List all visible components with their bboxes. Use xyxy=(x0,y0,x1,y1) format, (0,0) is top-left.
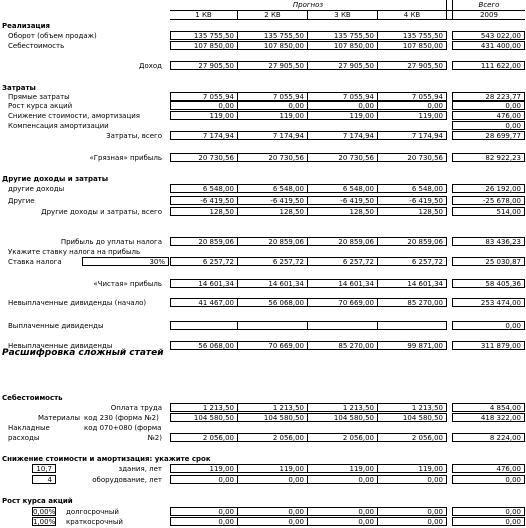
buildings-q2-cell[interactable]: 119,00 xyxy=(237,464,308,473)
cost-q2-cell[interactable]: 107 850,00 xyxy=(237,41,308,50)
label-tax: Ставка налога xyxy=(8,258,62,266)
label-labor: Оплата труда xyxy=(110,404,162,412)
comp-total-cell[interactable]: 0,00 xyxy=(452,121,525,130)
dirty-q4-cell[interactable]: 20 730,56 xyxy=(377,153,447,162)
short-q2-cell[interactable]: 0,00 xyxy=(237,517,308,526)
section-realization: Реализация xyxy=(2,22,51,30)
label-comp: Компенсация амортизации xyxy=(8,122,109,130)
buildings-q4-cell[interactable]: 119,00 xyxy=(377,464,447,473)
section-depr: Снижение стоимости и амортизация: укажите срок xyxy=(2,455,211,463)
amort-q3-cell[interactable]: 119,00 xyxy=(307,111,378,120)
shares-q2-cell[interactable]: 0,00 xyxy=(237,101,308,110)
buildings-years-input[interactable]: 10,7 xyxy=(32,464,56,473)
other_inc-q1-cell[interactable]: 6 548,00 xyxy=(170,184,238,193)
cost-total-cell[interactable]: 431 400,00 xyxy=(452,41,525,50)
label-overhead-d: №2) xyxy=(147,434,162,442)
section-cost-price: Себестоимость xyxy=(2,394,63,402)
cost-q4-cell[interactable]: 107 850,00 xyxy=(377,41,447,50)
clean-total-cell[interactable]: 58 405,36 xyxy=(452,279,525,288)
div_end-q2-cell[interactable]: 70 669,00 xyxy=(237,341,308,350)
overhead-q2-cell[interactable]: 2 056,00 xyxy=(237,433,308,442)
buildings-q1-cell[interactable]: 119,00 xyxy=(170,464,238,473)
clean-q2-cell[interactable]: 14 601,34 xyxy=(237,279,308,288)
other_inc-q2-cell[interactable]: 6 548,00 xyxy=(237,184,308,193)
label-shares: Рост курса акций xyxy=(8,102,73,110)
costs_total-q2-cell[interactable]: 7 174,94 xyxy=(237,131,308,140)
label-materials-a: Материалы xyxy=(38,414,80,422)
other_total-q2-cell[interactable]: 128,50 xyxy=(237,207,308,216)
clean-q4-cell[interactable]: 14 601,34 xyxy=(377,279,447,288)
dirty-q3-cell[interactable]: 20 730,56 xyxy=(307,153,378,162)
label-clean: «Чистая» прибыль xyxy=(93,280,162,288)
other_total-q1-cell[interactable]: 128,50 xyxy=(170,207,238,216)
div_start-total-cell[interactable]: 253 474,00 xyxy=(452,298,525,307)
pretax-total-cell[interactable]: 83 436,23 xyxy=(452,237,525,246)
direct-total-cell[interactable]: 28 223,77 xyxy=(452,92,525,101)
costs_total-total-cell[interactable]: 28 699,77 xyxy=(452,131,525,140)
section-other: Другие доходы и затраты xyxy=(2,175,109,183)
label-turnover: Оборот (объем продаж) xyxy=(8,32,97,40)
turnover-total-cell[interactable]: 543 022,00 xyxy=(452,31,525,40)
pretax-q2-cell[interactable]: 20 859,06 xyxy=(237,237,308,246)
div_end-total-cell[interactable]: 311 879,00 xyxy=(452,341,525,350)
label-pretax: Прибыль до уплаты налога xyxy=(60,238,162,246)
shares-q3-cell[interactable]: 0,00 xyxy=(307,101,378,110)
costs_total-q1-cell[interactable]: 7 174,94 xyxy=(170,131,238,140)
div_end-q1-cell[interactable]: 56 068,00 xyxy=(170,341,238,350)
amort-q1-cell[interactable]: 119,00 xyxy=(170,111,238,120)
long-rate-input[interactable]: 0,00% xyxy=(33,508,56,516)
turnover-q2-cell[interactable]: 135 755,50 xyxy=(237,31,308,40)
other_total-q3-cell[interactable]: 128,50 xyxy=(307,207,378,216)
div_end-q4-cell[interactable]: 99 871,00 xyxy=(377,341,447,350)
header-year: 2009 xyxy=(480,11,498,19)
income-total-cell[interactable]: 111 622,00 xyxy=(452,61,525,70)
cost-q3-cell[interactable]: 107 850,00 xyxy=(307,41,378,50)
label-div-start: Невыплаченные дивиденды (начало) xyxy=(8,299,147,307)
other_exp-q1-cell[interactable]: -6 419,50 xyxy=(170,196,238,205)
materials-q2-cell[interactable]: 104 580,50 xyxy=(237,413,308,422)
labor-q1-cell[interactable]: 1 213,50 xyxy=(170,403,238,412)
label-amort: Снижение стоимости, амортизация xyxy=(8,112,140,120)
label-div-end: Невыплаченные дивиденды xyxy=(8,342,113,350)
header-q1: 1 КВ xyxy=(195,11,212,19)
labor-total-cell[interactable]: 4 854,00 xyxy=(452,403,525,412)
direct-q1-cell[interactable]: 7 055,94 xyxy=(170,92,238,101)
pretax-q1-cell[interactable]: 20 859,06 xyxy=(170,237,238,246)
turnover-q1-cell[interactable]: 135 755,50 xyxy=(170,31,238,40)
label-tax-hint: Укажите ставку налога на прибыль xyxy=(8,248,141,256)
short-q3-cell[interactable]: 0,00 xyxy=(307,517,378,526)
header-q3: 3 КВ xyxy=(334,11,351,19)
turnover-q3-cell[interactable]: 135 755,50 xyxy=(307,31,378,40)
dirty-q2-cell[interactable]: 20 730,56 xyxy=(237,153,308,162)
other_total-q4-cell[interactable]: 128,50 xyxy=(377,207,447,216)
materials-total-cell[interactable]: 418 322,00 xyxy=(452,413,525,422)
labor-q3-cell[interactable]: 1 213,50 xyxy=(307,403,378,412)
header-total: Всего xyxy=(478,1,500,9)
div_start-q4-cell[interactable]: 85 270,00 xyxy=(377,298,447,307)
short-total-cell[interactable]: 0,00 xyxy=(452,517,525,526)
div_paid-q2-cell[interactable] xyxy=(237,321,308,330)
long-total-cell[interactable]: 0,00 xyxy=(452,507,525,516)
label-equipment: оборудование, лет xyxy=(92,476,162,484)
amort-total-cell[interactable]: 476,00 xyxy=(452,111,525,120)
pretax-q4-cell[interactable]: 20 859,06 xyxy=(377,237,447,246)
equipment-q3-cell[interactable]: 0,00 xyxy=(307,475,378,484)
label-costs-total: Затраты, всего xyxy=(106,132,162,140)
div_end-q3-cell[interactable]: 85 270,00 xyxy=(307,341,378,350)
div_start-q1-cell[interactable]: 41 467,00 xyxy=(170,298,238,307)
tax-q4-cell[interactable]: 6 257,72 xyxy=(377,257,447,266)
short-rate-input[interactable]: 1,00% xyxy=(33,518,56,526)
tax-q2-cell[interactable]: 6 257,72 xyxy=(237,257,308,266)
other_total-total-cell[interactable]: 514,00 xyxy=(452,207,525,216)
long-q1-cell[interactable]: 0,00 xyxy=(170,507,238,516)
header-forecast: Прогноз xyxy=(292,1,324,9)
short-q4-cell[interactable]: 0,00 xyxy=(377,517,447,526)
shares-q1-cell[interactable]: 0,00 xyxy=(170,101,238,110)
section-breakdown: Расшифровка сложный статей xyxy=(2,348,164,358)
costs_total-q4-cell[interactable]: 7 174,94 xyxy=(377,131,447,140)
div_paid-q3-cell[interactable] xyxy=(307,321,378,330)
income-q1-cell[interactable]: 27 905,50 xyxy=(170,61,238,70)
label-other-inc: другие доходы xyxy=(8,185,65,193)
income-q4-cell[interactable]: 27 905,50 xyxy=(377,61,447,70)
div_start-q2-cell[interactable]: 56 068,00 xyxy=(237,298,308,307)
shares-total-cell[interactable]: 0,00 xyxy=(452,101,525,110)
equipment-q2-cell[interactable]: 0,00 xyxy=(237,475,308,484)
equipment-q4-cell[interactable]: 0,00 xyxy=(377,475,447,484)
long-q2-cell[interactable]: 0,00 xyxy=(237,507,308,516)
div_paid-total-cell[interactable]: 0,00 xyxy=(452,321,525,330)
overhead-total-cell[interactable]: 8 224,00 xyxy=(452,433,525,442)
label-buildings: здания, лет xyxy=(118,465,162,473)
label-cost: Себестоимость xyxy=(8,42,65,50)
income-q3-cell[interactable]: 27 905,50 xyxy=(307,61,378,70)
label-short: краткосрочный xyxy=(66,518,123,526)
income-q2-cell[interactable]: 27 905,50 xyxy=(237,61,308,70)
other_exp-total-cell[interactable]: -25 678,00 xyxy=(452,196,525,205)
labor-q2-cell[interactable]: 1 213,50 xyxy=(237,403,308,412)
materials-q1-cell[interactable]: 104 580,50 xyxy=(170,413,238,422)
materials-q3-cell[interactable]: 104 580,50 xyxy=(307,413,378,422)
overhead-q1-cell[interactable]: 2 056,00 xyxy=(170,433,238,442)
costs_total-q3-cell[interactable]: 7 174,94 xyxy=(307,131,378,140)
div_start-q3-cell[interactable]: 70 669,00 xyxy=(307,298,378,307)
direct-q3-cell[interactable]: 7 055,94 xyxy=(307,92,378,101)
label-other-total: Другие доходы и затраты, всего xyxy=(41,208,162,216)
label-direct: Прямые затраты xyxy=(8,93,70,101)
div_paid-q4-cell[interactable] xyxy=(377,321,447,330)
label-long: долгосрочный xyxy=(66,508,119,516)
overhead-q4-cell[interactable]: 2 056,00 xyxy=(377,433,447,442)
tax-rate-input[interactable]: 30% xyxy=(82,257,169,266)
dirty-q1-cell[interactable]: 20 730,56 xyxy=(170,153,238,162)
turnover-q4-cell[interactable]: 135 755,50 xyxy=(377,31,447,40)
clean-q3-cell[interactable]: 14 601,34 xyxy=(307,279,378,288)
div_paid-q1-cell[interactable] xyxy=(170,321,238,330)
label-overhead-c: расходы xyxy=(8,434,40,442)
long-q3-cell[interactable]: 0,00 xyxy=(307,507,378,516)
clean-q1-cell[interactable]: 14 601,34 xyxy=(170,279,238,288)
label-dirty: «Грязная» прибыль xyxy=(89,154,162,162)
equipment-total-cell[interactable]: 0,00 xyxy=(452,475,525,484)
tax-total-cell[interactable]: 25 030,87 xyxy=(452,257,525,266)
buildings-q3-cell[interactable]: 119,00 xyxy=(307,464,378,473)
other_exp-q4-cell[interactable]: -6 419,50 xyxy=(377,196,447,205)
label-div-paid: Выплаченные дивиденды xyxy=(8,322,104,330)
direct-q4-cell[interactable]: 7 055,94 xyxy=(377,92,447,101)
pretax-q3-cell[interactable]: 20 859,06 xyxy=(307,237,378,246)
tax-q1-cell[interactable]: 6 257,72 xyxy=(170,257,238,266)
section-growth: Рост курса акций xyxy=(2,497,73,505)
materials-q4-cell[interactable]: 104 580,50 xyxy=(377,413,447,422)
label-overhead-b: код 070+080 (форма xyxy=(84,424,162,432)
shares-q4-cell[interactable]: 0,00 xyxy=(377,101,447,110)
short-q1-cell[interactable]: 0,00 xyxy=(170,517,238,526)
label-overhead-a: Накладные xyxy=(8,424,50,432)
label-income: Доход xyxy=(138,62,162,70)
tax-q3-cell[interactable]: 6 257,72 xyxy=(307,257,378,266)
other_inc-q4-cell[interactable]: 6 548,00 xyxy=(377,184,447,193)
equipment-years-input[interactable]: 4 xyxy=(32,475,56,484)
other_inc-total-cell[interactable]: 26 192,00 xyxy=(452,184,525,193)
amort-q4-cell[interactable]: 119,00 xyxy=(377,111,447,120)
long-q4-cell[interactable]: 0,00 xyxy=(377,507,447,516)
section-costs: Затраты xyxy=(2,84,36,92)
overhead-q3-cell[interactable]: 2 056,00 xyxy=(307,433,378,442)
direct-q2-cell[interactable]: 7 055,94 xyxy=(237,92,308,101)
cost-q1-cell[interactable]: 107 850,00 xyxy=(170,41,238,50)
label-materials-b: код 230 (форма №2) xyxy=(84,414,159,422)
header-q2: 2 КВ xyxy=(264,11,281,19)
other_exp-q2-cell[interactable]: -6 419,50 xyxy=(237,196,308,205)
label-other-exp: Другие xyxy=(8,197,35,205)
buildings-total-cell[interactable]: 476,00 xyxy=(452,464,525,473)
other_exp-q3-cell[interactable]: -6 419,50 xyxy=(307,196,378,205)
labor-q4-cell[interactable]: 1 213,50 xyxy=(377,403,447,412)
other_inc-q3-cell[interactable]: 6 548,00 xyxy=(307,184,378,193)
dirty-total-cell[interactable]: 82 922,23 xyxy=(452,153,525,162)
amort-q2-cell[interactable]: 119,00 xyxy=(237,111,308,120)
equipment-q1-cell[interactable]: 0,00 xyxy=(170,475,238,484)
header-q4: 4 КВ xyxy=(403,11,421,19)
